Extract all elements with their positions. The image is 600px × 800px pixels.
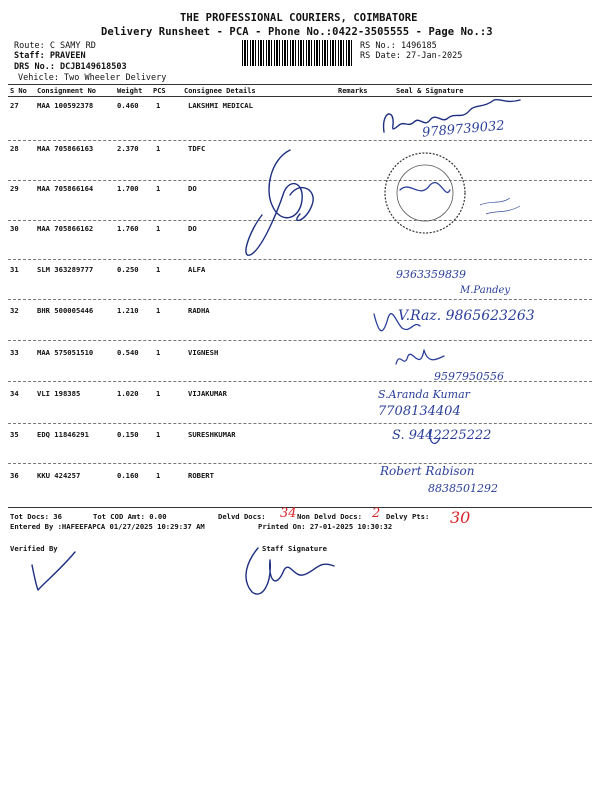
handwritten-name-row-34: S.Aranda Kumar [378, 388, 470, 401]
row-28-consignment: MAA 705866163 [37, 144, 94, 153]
row-34-weight: 1.020 [117, 389, 139, 398]
row-36-consignee: ROBERT [188, 471, 214, 480]
handwritten-row-35: S. 9442225222 [392, 428, 492, 443]
printed-on: Printed On: 27-01-2025 10:30:32 [258, 522, 393, 531]
row-36-weight: 0.160 [117, 471, 139, 480]
row-34-consignment: VLI 198385 [37, 389, 81, 398]
non-delivered-docs-value: 2 [372, 506, 381, 521]
row-33-consignment: MAA 575051510 [37, 348, 94, 357]
row-33-consignee: VIGNESH [188, 348, 219, 357]
row-31-consignment: SLM 363289777 [37, 265, 94, 274]
non-delivered-docs-label: Non Delvd Docs: [297, 512, 362, 521]
row-32-pcs: 1 [156, 306, 161, 315]
signature-row-33 [396, 350, 444, 364]
handwritten-phone-row-34: 7708134404 [378, 404, 461, 419]
row-30-consignee: DO [188, 224, 197, 233]
row-27-weight: 0.460 [117, 101, 139, 110]
row-29-consignee: DO [188, 184, 197, 193]
handwritten-name-row-31: M.Pandey [460, 285, 511, 296]
col-consignee: Consignee Details [184, 87, 256, 95]
row-34-pcs: 1 [156, 389, 161, 398]
handwritten-name-row-36: Robert Rabison [380, 464, 475, 478]
row-32-consignee: RADHA [188, 306, 210, 315]
row-34-sno: 34 [10, 389, 19, 398]
rs-number: RS No.: 1496185 [360, 41, 437, 51]
entered-by: Entered By :HAFEEFAPCA 01/27/2025 10:29:37 AM [10, 522, 205, 531]
rs-date: RS Date: 27-Jan-2025 [360, 51, 463, 61]
delivered-docs-label: Delvd Docs: [218, 512, 266, 521]
row-29-sno: 29 [10, 184, 19, 193]
runsheet-subtitle: Delivery Runsheet - PCA - Phone No.:0422-3505555 - Page No.:3 [101, 26, 493, 38]
total-docs: Tot Docs: 36 [10, 512, 62, 521]
row-35-consignment: EDQ 11846291 [37, 430, 89, 439]
col-seal-signature: Seal & Signature [396, 87, 464, 95]
row-27-consignment: MAA 100592378 [37, 101, 94, 110]
staff-label: Staff: PRAVEEN [14, 51, 86, 61]
row-27-sno: 27 [10, 101, 19, 110]
row-29-consignment: MAA 705866164 [37, 184, 94, 193]
row-31-sno: 31 [10, 265, 19, 274]
row-31-consignee: ALFA [188, 265, 206, 274]
row-29-weight: 1.700 [117, 184, 139, 193]
signature-rows-28-30 [246, 150, 313, 255]
row-31-weight: 0.250 [117, 265, 139, 274]
row-28-weight: 2.370 [117, 144, 139, 153]
delivery-points-value: 30 [450, 508, 471, 527]
row-27-consignee: LAKSHMI MEDICAL [188, 101, 253, 110]
drs-number: DRS No.: DCJB149618503 [14, 62, 127, 72]
handwritten-phone-row-31: 9363359839 [396, 268, 466, 281]
row-33-pcs: 1 [156, 348, 161, 357]
row-36-pcs: 1 [156, 471, 161, 480]
row-31-pcs: 1 [156, 265, 161, 274]
col-pcs: PCS [153, 87, 166, 95]
row-30-sno: 30 [10, 224, 19, 233]
handwritten-phone-row-27: 9789739032 [421, 118, 506, 141]
row-35-weight: 0.150 [117, 430, 139, 439]
row-30-weight: 1.760 [117, 224, 139, 233]
total-cod-amount: Tot COD Amt: 0.00 [93, 512, 167, 521]
company-title: THE PROFESSIONAL COURIERS, COIMBATORE [180, 12, 418, 24]
route-label: Route: C SAMY RD [14, 41, 96, 51]
vehicle-label: Vehicle: Two Wheeler Delivery [18, 73, 167, 83]
row-27-pcs: 1 [156, 101, 161, 110]
col-sno: S No [10, 87, 27, 95]
staff-signature [246, 548, 334, 594]
verified-signature [32, 552, 75, 590]
col-remarks: Remarks [338, 87, 368, 95]
row-36-sno: 36 [10, 471, 19, 480]
staff-signature-label: Staff Signature [262, 544, 327, 553]
handwritten-row-32: V.Raz. 9865623263 [398, 308, 535, 324]
row-34-consignee: VIJAKUMAR [188, 389, 227, 398]
col-weight: Weight [117, 87, 143, 95]
verified-by-label: Verified By [10, 544, 58, 553]
row-28-pcs: 1 [156, 144, 161, 153]
row-35-consignee: SURESHKUMAR [188, 430, 236, 439]
row-36-consignment: KKU 424257 [37, 471, 81, 480]
row-29-pcs: 1 [156, 184, 161, 193]
handwritten-phone-row-36: 8838501292 [428, 482, 498, 495]
company-seal-stamp [385, 153, 520, 233]
row-35-pcs: 1 [156, 430, 161, 439]
handwritten-phone-row-33: 9597950556 [434, 370, 504, 383]
row-28-sno: 28 [10, 144, 19, 153]
row-30-pcs: 1 [156, 224, 161, 233]
row-32-sno: 32 [10, 306, 19, 315]
col-consignment: Consignment No [37, 87, 97, 95]
row-30-consignment: MAA 705866162 [37, 224, 94, 233]
row-32-weight: 1.210 [117, 306, 139, 315]
delivered-docs-value: 34 [280, 506, 297, 521]
row-33-weight: 0.540 [117, 348, 139, 357]
row-28-consignee: TDFC [188, 144, 206, 153]
row-32-consignment: BHR 500005446 [37, 306, 94, 315]
row-35-sno: 35 [10, 430, 19, 439]
row-33-sno: 33 [10, 348, 19, 357]
delivery-points-label: Delvy Pts: [386, 512, 430, 521]
